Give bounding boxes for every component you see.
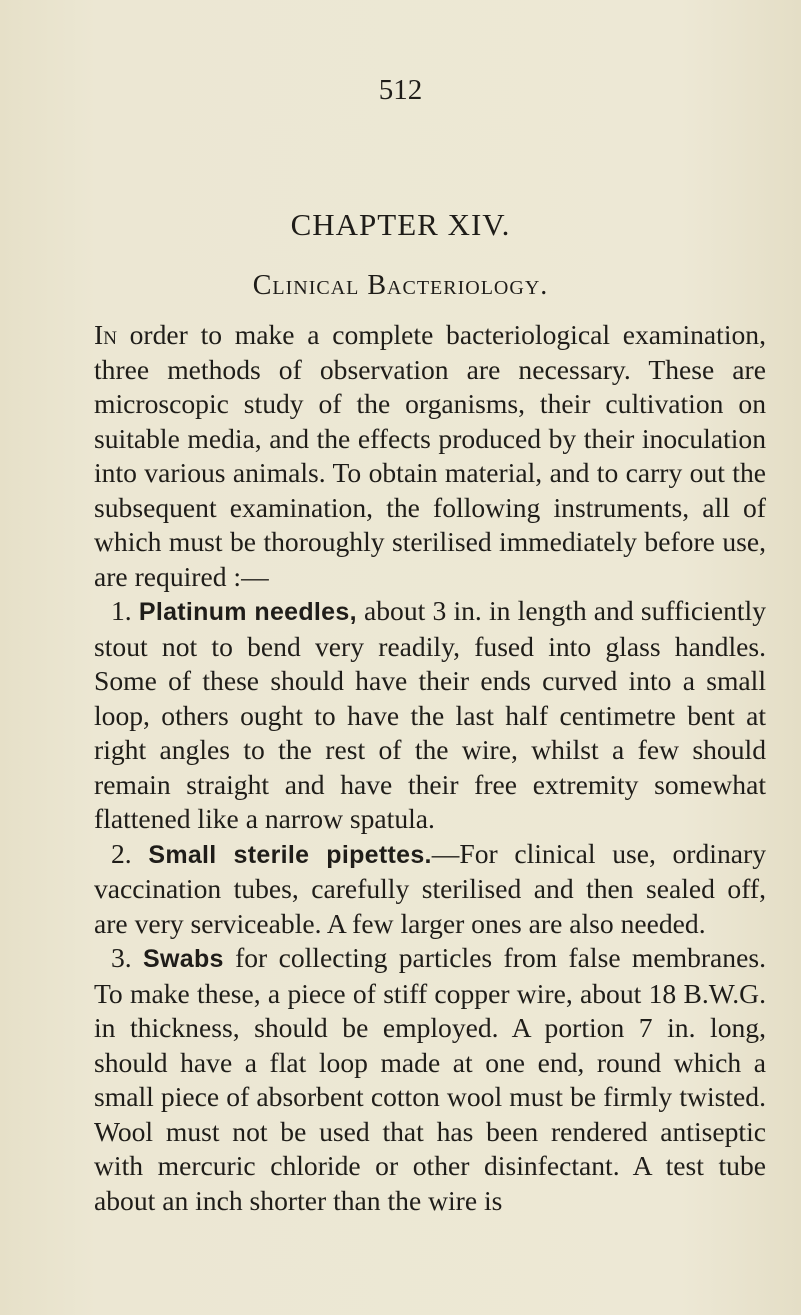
section-heading: Clinical Bacteriology. — [252, 270, 549, 301]
item-platinum-needles — [94, 594, 766, 837]
page-number: 512 — [378, 74, 423, 106]
item-term: Small sterile pipettes. — [148, 840, 432, 869]
intro-lead-word: In — [94, 319, 117, 350]
item-small-sterile-pipettes — [94, 837, 766, 942]
item-text: about 3 in. in length and sufficiently stout not to bend very readily, fused into glass handles. Some of these should have their ends curved into a small loop, others ought to have the last half centimetre bent at right angles to the rest of the wire, whilst a few should remain straight and have their free extremity somewhat flattened like a narrow spatula. — [94, 595, 766, 834]
intro-text: order to make a complete bacteriological examination, three methods of observation are necessary. These are microscopic study of the organisms, their cultivation on suitable media, and the effects produced by their inoculation into various animals. To obtain material, and to carry out the subsequent examination, the following instruments, all of which must be thoroughly sterilised immediately before use, are required :— — [94, 319, 766, 592]
chapter-heading: CHAPTER XIV. — [290, 207, 511, 242]
intro-paragraph — [94, 318, 766, 594]
item-term: Swabs — [143, 945, 224, 973]
item-text: for collecting particles from false membranes. To make these, a piece of stiff copper wire, about 18 B.W.G. in thickness, should be employed. A portion 7 in. long, should have a flat loop made at one end, round which a small piece of absorbent cotton wool must be firmly twisted. Wool must not be used that has been rendered antiseptic with mercuric chloride or other disinfectant. A test tube about an inch shorter than the wire is — [94, 942, 766, 1216]
item-swabs — [94, 941, 766, 1218]
item-number: 2. — [111, 837, 149, 869]
item-text: —For clinical use, ordinary vaccination tubes, carefully sterilised and then sealed off, are very serviceable. A few larger ones are also needed. — [94, 837, 766, 939]
body-text — [94, 318, 766, 1218]
item-number: 3. — [111, 942, 144, 973]
item-term: Platinum needles, — [138, 598, 357, 626]
item-number: 1. — [111, 595, 139, 626]
